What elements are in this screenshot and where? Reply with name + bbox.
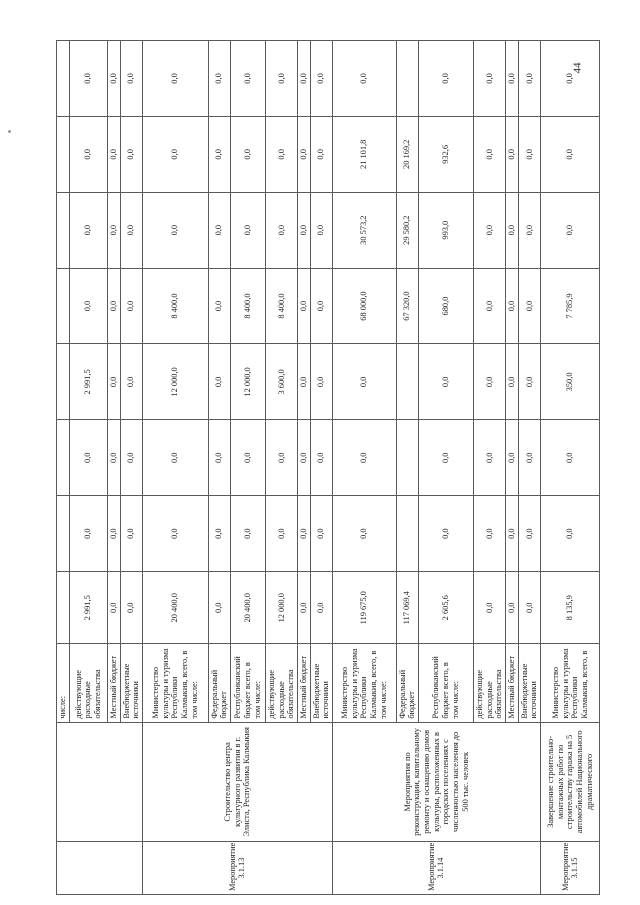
measure-name: Строительство центра культурного развития в г. Элиста, Республика Калмыкия [142, 722, 332, 842]
year-cell [396, 496, 418, 572]
total-cell: 12 000,0 [265, 572, 297, 644]
year-cell: 0,0 [142, 192, 208, 268]
year-cell: 0,0 [208, 192, 230, 268]
year-cell: 12 000,0 [230, 344, 265, 420]
funding-source: Внебюджетные источники [310, 644, 332, 722]
year-cell: 0,0 [310, 192, 332, 268]
year-cell: 0,0 [120, 420, 142, 496]
year-cell: 7 785,9 [541, 268, 600, 344]
year-cell [57, 496, 70, 572]
year-cell: 0,0 [505, 268, 518, 344]
year-cell: 0,0 [474, 41, 506, 117]
year-cell: 0,0 [505, 344, 518, 420]
year-cell: 932,6 [418, 116, 473, 192]
table-body [57, 41, 600, 895]
year-cell: 0,0 [265, 41, 297, 117]
year-cell: 0,0 [107, 496, 120, 572]
total-cell: 117 069,4 [396, 572, 418, 644]
year-cell: 20 169,2 [396, 116, 418, 192]
year-cell [396, 344, 418, 420]
year-cell: 0,0 [297, 192, 310, 268]
year-cell: 30 573,2 [332, 192, 396, 268]
funding-source: действующие расходные обязательства [265, 644, 297, 722]
table-row [57, 41, 70, 895]
year-cell: 0,0 [310, 496, 332, 572]
year-cell: 0,0 [120, 116, 142, 192]
year-cell: 0,0 [332, 496, 396, 572]
year-cell: 0,0 [518, 41, 540, 117]
total-cell: 0,0 [297, 572, 310, 644]
year-cell [396, 41, 418, 117]
year-cell: 0,0 [142, 420, 208, 496]
year-cell: 0,0 [310, 116, 332, 192]
year-cell: 0,0 [541, 192, 600, 268]
year-cell [57, 116, 70, 192]
year-cell: 8 400,0 [265, 268, 297, 344]
year-cell: 8 400,0 [142, 268, 208, 344]
measure-label [57, 842, 143, 895]
total-cell: 119 675,0 [332, 572, 396, 644]
year-cell: 0,0 [265, 496, 297, 572]
year-cell: 0,0 [208, 116, 230, 192]
total-cell: 0,0 [505, 572, 518, 644]
funding-source: Местный бюджет [107, 644, 120, 722]
year-cell: 0,0 [230, 420, 265, 496]
total-cell: 0,0 [120, 572, 142, 644]
measure-name: Завершение строительно-монтажных работ по строительству гаража на 5 автомобилей Национального драматического [541, 722, 600, 842]
year-cell: 0,0 [541, 41, 600, 117]
year-cell: 0,0 [474, 420, 506, 496]
year-cell: 0,0 [265, 116, 297, 192]
year-cell: 0,0 [518, 344, 540, 420]
year-cell: 0,0 [107, 41, 120, 117]
year-cell: 0,0 [474, 192, 506, 268]
funding-source: числе: [57, 644, 70, 722]
year-cell: 0,0 [297, 420, 310, 496]
year-cell: 0,0 [505, 496, 518, 572]
year-cell: 0,0 [518, 116, 540, 192]
total-cell: 0,0 [518, 572, 540, 644]
year-cell: 0,0 [142, 116, 208, 192]
funding-source: Местный бюджет [505, 644, 518, 722]
year-cell: 0,0 [541, 496, 600, 572]
year-cell: 67 320,0 [396, 268, 418, 344]
measure-name [57, 722, 143, 842]
year-cell: 0,0 [120, 496, 142, 572]
total-cell: 2 991,5 [69, 572, 107, 644]
year-cell: 0,0 [69, 496, 107, 572]
year-cell: 0,0 [518, 192, 540, 268]
year-cell: 12 000,0 [142, 344, 208, 420]
page-number: 44 [571, 62, 584, 74]
year-cell: 0,0 [474, 116, 506, 192]
funding-source: Внебюджетные источники [518, 644, 540, 722]
year-cell: 0,0 [332, 420, 396, 496]
year-cell: 0,0 [230, 116, 265, 192]
total-cell: 0,0 [310, 572, 332, 644]
year-cell: 0,0 [310, 268, 332, 344]
year-cell: 0,0 [208, 268, 230, 344]
year-cell: 0,0 [297, 116, 310, 192]
year-cell: 0,0 [230, 192, 265, 268]
year-cell: 0,0 [142, 496, 208, 572]
total-cell: 0,0 [107, 572, 120, 644]
year-cell: 0,0 [208, 496, 230, 572]
year-cell [57, 344, 70, 420]
total-cell: 20 400,0 [230, 572, 265, 644]
year-cell: 0,0 [505, 420, 518, 496]
year-cell: 0,0 [120, 192, 142, 268]
funding-source: Министерство культуры и туризма Республики Калмыкия, всего, в том числе: [332, 644, 396, 722]
year-cell: 680,0 [418, 268, 473, 344]
funding-source: Федеральный бюджет [396, 644, 418, 722]
year-cell: 0,0 [310, 344, 332, 420]
year-cell: 0,0 [332, 41, 396, 117]
table-row [541, 41, 600, 895]
year-cell: 0,0 [474, 344, 506, 420]
year-cell: 0,0 [69, 268, 107, 344]
year-cell: 0,0 [418, 420, 473, 496]
total-cell: 0,0 [208, 572, 230, 644]
funding-source: Местный бюджет [297, 644, 310, 722]
funding-source: Федеральный бюджет [208, 644, 230, 722]
year-cell: 0,0 [474, 496, 506, 572]
year-cell: 0,0 [505, 192, 518, 268]
year-cell: 0,0 [332, 344, 396, 420]
year-cell [396, 420, 418, 496]
funding-source: действующие расходные обязательства [474, 644, 506, 722]
scan-speck [8, 130, 11, 133]
year-cell: 0,0 [505, 41, 518, 117]
year-cell: 0,0 [208, 41, 230, 117]
year-cell: 0,0 [541, 116, 600, 192]
year-cell: 0,0 [518, 496, 540, 572]
funding-source: действующие расходные обязательства [69, 644, 107, 722]
year-cell: 0,0 [297, 268, 310, 344]
year-cell: 0,0 [310, 420, 332, 496]
funding-source: Министерство культуры и туризма Республики Калмыкия, всего, в том числе: [142, 644, 208, 722]
year-cell: 350,0 [541, 344, 600, 420]
table-row [142, 41, 208, 895]
year-cell: 0,0 [230, 41, 265, 117]
year-cell: 2 991,5 [69, 344, 107, 420]
year-cell: 0,0 [208, 344, 230, 420]
measure-label: Мероприятие 3.1.14 [332, 842, 540, 895]
year-cell: 0,0 [230, 496, 265, 572]
year-cell: 0,0 [107, 420, 120, 496]
year-cell: 0,0 [107, 116, 120, 192]
year-cell: 0,0 [142, 41, 208, 117]
funding-source: Республиканский бюджет всего, в том числе: [230, 644, 265, 722]
total-cell: 8 135,9 [541, 572, 600, 644]
total-cell: 20 400,0 [142, 572, 208, 644]
year-cell: 0,0 [541, 420, 600, 496]
year-cell: 0,0 [69, 41, 107, 117]
year-cell: 8 400,0 [230, 268, 265, 344]
measure-label: Мероприятие 3.1.13 [142, 842, 332, 895]
total-cell: 0,0 [474, 572, 506, 644]
year-cell: 993,0 [418, 192, 473, 268]
year-cell: 0,0 [418, 41, 473, 117]
year-cell: 0,0 [518, 420, 540, 496]
total-cell: 2 605,6 [418, 572, 473, 644]
year-cell: 0,0 [107, 192, 120, 268]
table-row [332, 41, 396, 895]
year-cell: 0,0 [474, 268, 506, 344]
funding-source: Министерство культуры и туризма Республики Калмыкия, всего, в [541, 644, 600, 722]
year-cell [57, 192, 70, 268]
year-cell: 0,0 [265, 420, 297, 496]
funding-source: Республиканский бюджет всего, в том числе: [418, 644, 473, 722]
budget-table [56, 40, 600, 895]
year-cell: 0,0 [297, 344, 310, 420]
year-cell: 0,0 [107, 268, 120, 344]
year-cell: 68 000,0 [332, 268, 396, 344]
year-cell: 0,0 [107, 344, 120, 420]
year-cell: 0,0 [310, 41, 332, 117]
year-cell: 0,0 [518, 268, 540, 344]
year-cell: 0,0 [418, 344, 473, 420]
year-cell: 3 600,0 [265, 344, 297, 420]
year-cell [57, 268, 70, 344]
year-cell: 0,0 [120, 268, 142, 344]
year-cell: 0,0 [69, 116, 107, 192]
year-cell: 0,0 [297, 41, 310, 117]
year-cell: 0,0 [69, 192, 107, 268]
year-cell: 0,0 [418, 496, 473, 572]
total-cell [57, 572, 70, 644]
measure-name: Мероприятия по реконструкции, капитальному ремонту и оснащению домов культуры, расположенных в городских поселениях с численностью населения до 500 тыс. человек [332, 722, 540, 842]
year-cell: 0,0 [265, 192, 297, 268]
year-cell: 29 580,2 [396, 192, 418, 268]
year-cell [57, 41, 70, 117]
year-cell: 0,0 [505, 116, 518, 192]
year-cell: 0,0 [69, 420, 107, 496]
year-cell [57, 420, 70, 496]
year-cell: 0,0 [297, 496, 310, 572]
year-cell: 21 101,8 [332, 116, 396, 192]
funding-source: Внебюджетные источники [120, 644, 142, 722]
measure-label: Мероприятие 3.1.15 [541, 842, 600, 895]
year-cell: 0,0 [120, 41, 142, 117]
year-cell: 0,0 [120, 344, 142, 420]
year-cell: 0,0 [208, 420, 230, 496]
